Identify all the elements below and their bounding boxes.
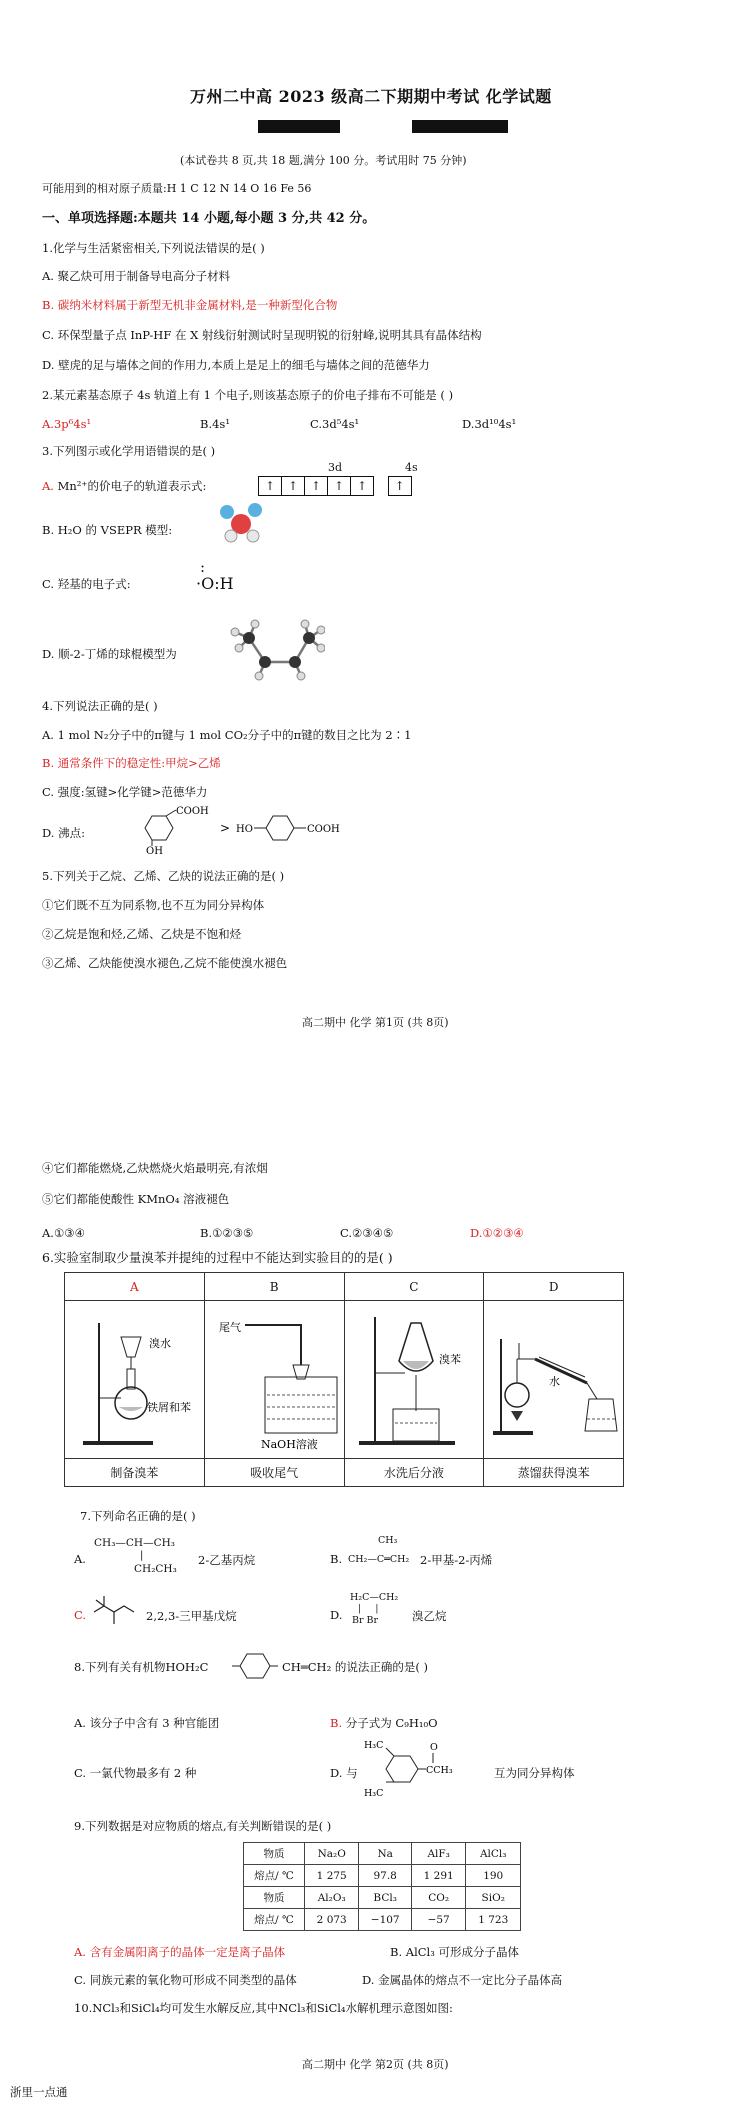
q4-stem: 4.下列说法正确的是( )	[42, 699, 158, 713]
q9-cell: 1 291	[411, 1865, 466, 1887]
q3-option-c: C. 羟基的电子式:	[42, 577, 131, 591]
q8-stem-prefix: 8.下列有关有机物HOH₂C	[74, 1660, 209, 1674]
q1-option-d: D. 壁虎的足与墙体之间的作用力,本质上是足上的细毛与墙体之间的范德华力	[42, 358, 430, 372]
q7-option-a-label: A.	[74, 1552, 86, 1566]
q1-option-c: C. 环保型量子点 InP-HF 在 X 射线衍射测试时呈现明锐的衍射峰,说明其具有晶体结构	[42, 328, 482, 342]
q9-cell: BCl₃	[359, 1887, 411, 1909]
q7-option-b-label: B.	[330, 1552, 343, 1566]
q3-option-a: A. Mn²⁺的价电子的轨道表示式:	[42, 479, 207, 493]
q9-cell: Al₂O₃	[304, 1887, 359, 1909]
label-bromobenzene: 溴苯	[438, 1353, 461, 1366]
butene-ball-stick-model	[225, 618, 325, 683]
q4-option-b: B. 通常条件下的稳定性:甲烷>乙烯	[42, 756, 221, 770]
orbital-box: ↑	[327, 476, 351, 496]
cooh-label: COOH	[307, 824, 340, 835]
q10-stem: 10.NCl₃和SiCl₄均可发生水解反应,其中NCl₃和SiCl₄水解机理示意图如图:	[74, 2001, 453, 2015]
q1-option-b: B. 碳纳米材料属于新型无机非金属材料,是一种新型化合物	[42, 298, 338, 312]
q8-d-structure	[362, 1736, 492, 1802]
q6-header-a: A	[65, 1273, 205, 1301]
q7-c-name: 2,2,3-三甲基戊烷	[146, 1609, 237, 1623]
page-footer-1: 高二期中 化学 第1页 (共 8页)	[302, 1016, 449, 1029]
hydrogen-symbol: H	[219, 574, 234, 593]
orbital-box: ↑	[258, 476, 282, 496]
q8-option-d-label: D. 与	[330, 1766, 358, 1780]
orbital-box: ↑	[388, 476, 412, 496]
q5-statement-5: ⑤它们都能使酸性 KMnO₄ 溶液褪色	[42, 1192, 230, 1206]
q7-d-name: 溴乙烷	[412, 1609, 447, 1623]
q5-option-c: C.②③④⑤	[340, 1226, 394, 1240]
q8-option-a: A. 该分子中含有 3 种官能团	[74, 1716, 220, 1730]
q9-option-c: C. 同族元素的氧化物可形成不同类型的晶体	[74, 1973, 297, 1987]
q9-cell: AlCl₃	[466, 1843, 521, 1865]
orbital-diagram	[259, 476, 412, 496]
q9-cell: AlF₃	[411, 1843, 466, 1865]
apparatus-c	[344, 1301, 484, 1459]
q8-option-c: C. 一氯代物最多有 2 种	[74, 1766, 197, 1780]
q9-cell: CO₂	[411, 1887, 466, 1909]
q8-stem-suffix: CH═CH₂ 的说法正确的是( )	[282, 1660, 428, 1674]
q6-caption-a: 制备溴苯	[65, 1459, 205, 1487]
q8-d-acetyl: CCH₃	[426, 1765, 453, 1776]
distillation-apparatus	[489, 1303, 619, 1453]
q7-option-d-label: D.	[330, 1608, 343, 1622]
q4-option-a: A. 1 mol N₂分子中的π键与 1 mol CO₂分子中的π键的数目之比为 2∶1	[42, 728, 412, 742]
q6-stem: 6.实验室制取少量溴苯并提纯的过程中不能达到实验目的的是( )	[42, 1250, 393, 1265]
q3-stem: 3.下列图示或化学用语错误的是( )	[42, 444, 216, 458]
label-water: 水	[548, 1375, 560, 1388]
page-title: 万州二中高 2023 级高二下期期中考试 化学试题	[190, 87, 552, 106]
q3-option-a-text: Mn²⁺的价电子的轨道表示式:	[53, 479, 207, 493]
q5-statement-4: ④它们都能燃烧,乙炔燃烧火焰最明亮,有浓烟	[42, 1161, 268, 1175]
q6-caption-c: 水洗后分液	[344, 1459, 484, 1487]
vsepr-model-image	[215, 500, 265, 545]
q6-caption-d: 蒸馏获得溴苯	[484, 1459, 624, 1487]
q2-stem: 2.某元素基态原子 4s 轨道上有 1 个电子,则该基态原子的价电子排布不可能是 ( )	[42, 388, 454, 402]
q9-cell: 2 073	[304, 1909, 359, 1931]
q7-d-bonds: | |	[358, 1604, 379, 1614]
q7-a-bond: |	[140, 1550, 144, 1561]
q7-a-name: 2-乙基丙烷	[198, 1553, 256, 1567]
q4-option-d: D. 沸点:	[42, 826, 85, 840]
orbital-box: ↑	[304, 476, 328, 496]
q6-header-d: D	[484, 1273, 624, 1301]
q1-option-a: A. 聚乙炔可用于制备导电高分子材料	[42, 269, 231, 283]
boiling-point-structures	[130, 806, 380, 856]
q2-option-a: A.3p⁶4s¹	[42, 417, 92, 431]
separatory-funnel-apparatus	[349, 1303, 479, 1453]
q6-apparatus-table	[64, 1272, 624, 1487]
q5-statement-3: ③乙烯、乙炔能使溴水褪色,乙烷不能使溴水褪色	[42, 956, 288, 970]
apparatus-d	[484, 1301, 624, 1459]
q5-option-a: A.①③④	[42, 1226, 85, 1240]
oh-label: OH	[146, 846, 163, 856]
q9-cell: SiO₂	[466, 1887, 521, 1909]
q6-header-b: B	[204, 1273, 344, 1301]
q9-cell: 190	[466, 1865, 521, 1887]
q8-option-b-text: 分子式为 C₉H₁₀O	[342, 1716, 438, 1730]
orbital-label-4s: 4s	[405, 461, 418, 474]
q9-cell: 熔点/ ℃	[244, 1909, 305, 1931]
q7-stem: 7.下列命名正确的是( )	[80, 1509, 196, 1523]
q9-cell: 1 723	[466, 1909, 521, 1931]
q5-option-b: B.①②③⑤	[200, 1226, 254, 1240]
q9-cell: 1 275	[304, 1865, 359, 1887]
exam-info: (本试卷共 8 页,共 18 题,满分 100 分。考试用时 75 分钟)	[180, 154, 467, 167]
q6-caption-b: 吸收尾气	[204, 1459, 344, 1487]
q7-b-name: 2-甲基-2-丙烯	[420, 1553, 493, 1567]
q7-d-formula-top: H₂C—CH₂	[350, 1592, 399, 1603]
q3-option-b: B. H₂O 的 VSEPR 模型:	[42, 523, 173, 537]
orbital-label-3d: 3d	[328, 461, 343, 474]
q8-d-suffix: 互为同分异构体	[494, 1766, 575, 1780]
orbital-box: ↑	[350, 476, 374, 496]
q9-option-a: A. 含有金属阳离子的晶体一定是离子晶体	[74, 1945, 286, 1959]
q7-d-formula-bottom: Br Br	[352, 1615, 379, 1626]
q8-option-b: B. 分子式为 C₉H₁₀O	[330, 1716, 438, 1730]
q7-b-formula-top: CH₃	[378, 1535, 398, 1546]
q5-option-d: D.①②③④	[470, 1226, 524, 1240]
q5-statement-1: ①它们既不互为同系物,也不互为同分异构体	[42, 898, 265, 912]
q8-d-methyl-top: H₃C	[364, 1740, 384, 1751]
label-bromine-water: 溴水	[149, 1337, 172, 1350]
q9-cell: 物质	[244, 1887, 305, 1909]
q7-a-formula-top: CH₃—CH—CH₃	[94, 1537, 175, 1549]
apparatus-b	[204, 1301, 344, 1459]
q4-option-c: C. 强度:氢键>化学键>范德华力	[42, 785, 208, 799]
q3-option-d: D. 顺-2-丁烯的球棍模型为	[42, 647, 177, 661]
q5-stem: 5.下列关于乙烷、乙烯、乙炔的说法正确的是( )	[42, 869, 285, 883]
exhaust-absorb-apparatus	[209, 1303, 339, 1453]
cooh-label: COOH	[176, 806, 209, 817]
ho-label: HO	[236, 824, 253, 835]
label-tail-gas: 尾气	[219, 1321, 242, 1334]
q8-d-methyl-bottom: H₃C	[364, 1788, 384, 1799]
q2-option-c: C.3d⁵4s¹	[310, 417, 360, 431]
q9-cell: 97.8	[359, 1865, 411, 1887]
q9-option-d: D. 金属晶体的熔点不一定比分子晶体高	[362, 1973, 563, 1987]
hydroxyl-electron-formula: ·O:H	[196, 574, 234, 593]
label-naoh: NaOH溶液	[261, 1438, 318, 1451]
q7-b-formula-main: CH₂—C═CH₂	[348, 1554, 410, 1565]
q7-a-formula-bottom: CH₂CH₃	[134, 1563, 177, 1575]
q9-cell: 物质	[244, 1843, 305, 1865]
q9-cell: −57	[411, 1909, 466, 1931]
apparatus-a	[65, 1301, 205, 1459]
q9-cell: −107	[359, 1909, 411, 1931]
q6-header-c: C	[344, 1273, 484, 1301]
q9-cell: Na₂O	[304, 1843, 359, 1865]
q5-statement-2: ②乙烷是饱和烃,乙烯、乙炔是不饱和烃	[42, 927, 242, 941]
q2-option-b: B.4s¹	[200, 417, 230, 431]
hydroxyl-dots-top: :	[200, 558, 206, 576]
q8-benzene-ring	[232, 1648, 278, 1684]
q7-option-c-label: C.	[74, 1608, 87, 1622]
greater-than: >	[220, 821, 231, 835]
q9-cell: 熔点/ ℃	[244, 1865, 305, 1887]
q9-cell: Na	[359, 1843, 411, 1865]
q8-d-carbonyl-o: O	[430, 1742, 438, 1753]
q1-stem: 1.化学与生活紧密相关,下列说法错误的是( )	[42, 241, 265, 255]
atomic-masses: 可能用到的相对原子质量:H 1 C 12 N 14 O 16 Fe 56	[42, 182, 312, 195]
q2-option-d: D.3d¹⁰4s¹	[462, 417, 517, 431]
orbital-box: ↑	[281, 476, 305, 496]
section-heading: 一、单项选择题:本题共 14 小题,每小题 3 分,共 42 分。	[42, 211, 376, 226]
oxygen-symbol: O	[201, 574, 215, 593]
bromobenzene-prep-apparatus	[69, 1303, 199, 1453]
q9-option-b: B. AlCl₃ 可形成分子晶体	[390, 1945, 519, 1959]
q9-melting-point-table	[243, 1842, 521, 1931]
q7-c-skeletal-formula	[92, 1594, 138, 1628]
redaction-bar-right	[412, 120, 508, 133]
q9-stem: 9.下列数据是对应物质的熔点,有关判断错误的是( )	[74, 1819, 332, 1833]
redaction-bar-left	[258, 120, 340, 133]
page-footer-2: 高二期中 化学 第2页 (共 8页)	[302, 2058, 449, 2071]
watermark-text: 浙里一点通	[10, 2085, 68, 2099]
label-iron-benzene: 铁屑和苯	[147, 1401, 192, 1414]
